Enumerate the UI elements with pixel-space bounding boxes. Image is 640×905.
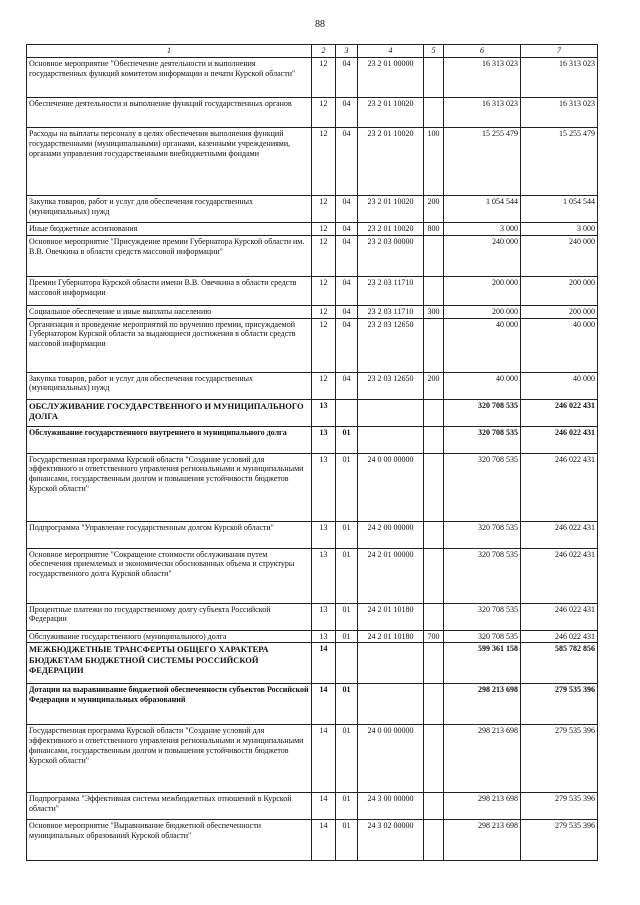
table-row [27, 725, 598, 793]
row-amount-year2-cell: 16 313 023 [521, 58, 598, 98]
row-target-article-cell [358, 399, 424, 426]
table-row [27, 399, 598, 426]
row-subsection-cell [336, 643, 358, 684]
row-amount-year1-cell: 599 361 158 [444, 643, 521, 684]
row-expense-type-cell [424, 98, 444, 128]
row-subsection-cell: 01 [336, 630, 358, 643]
row-name-cell: Социальное обеспечение и иные выплаты населению [27, 305, 312, 318]
row-target-article-cell [358, 426, 424, 453]
row-amount-year2-cell: 279 535 396 [521, 725, 598, 793]
table-row [27, 196, 598, 223]
row-subsection-cell: 01 [336, 521, 358, 548]
row-amount-year2-cell: 240 000 [521, 235, 598, 276]
row-target-article-cell: 23 2 01 10020 [358, 98, 424, 128]
row-amount-year1-cell: 298 213 698 [444, 725, 521, 793]
row-expense-type-cell [424, 684, 444, 725]
row-target-article-cell: 24 2 01 10180 [358, 603, 424, 630]
row-name-cell: Обеспечение деятельности и выполнение функций государственных органов [27, 98, 312, 128]
row-name-cell: Премии Губернатора Курской области имени В.В. Овечкина в области средств массовой информации [27, 276, 312, 305]
row-section-cell: 12 [312, 223, 336, 236]
row-name-cell: Государственная программа Курской области "Создание условий для эффективного и ответственного управления региональными и муниципальными финансами, государственным долгом и повышения устойчивости бюджетов Курской области" [27, 725, 312, 793]
row-amount-year2-cell: 40 000 [521, 318, 598, 372]
header-col-2: 2 [312, 45, 336, 58]
row-name-cell: Закупка товаров, работ и услуг для обеспечения государственных (муниципальных) нужд [27, 372, 312, 399]
row-section-cell: 13 [312, 453, 336, 521]
row-name-cell: МЕЖБЮДЖЕТНЫЕ ТРАНСФЕРТЫ ОБЩЕГО ХАРАКТЕРА БЮДЖЕТАМ БЮДЖЕТНОЙ СИСТЕМЫ РОССИЙСКОЙ ФЕДЕРАЦИИ [27, 643, 312, 684]
row-section-cell: 14 [312, 725, 336, 793]
row-name-cell: Обслуживание государственного (муниципального) долга [27, 630, 312, 643]
table-row [27, 305, 598, 318]
table-row [27, 684, 598, 725]
row-amount-year1-cell: 16 313 023 [444, 58, 521, 98]
row-expense-type-cell [424, 793, 444, 820]
row-subsection-cell: 04 [336, 196, 358, 223]
table-row [27, 453, 598, 521]
row-target-article-cell: 23 2 01 10020 [358, 128, 424, 196]
row-expense-type-cell [424, 426, 444, 453]
row-amount-year2-cell: 246 022 431 [521, 548, 598, 603]
row-expense-type-cell [424, 725, 444, 793]
row-amount-year1-cell: 320 708 535 [444, 399, 521, 426]
row-name-cell: ОБСЛУЖИВАНИЕ ГОСУДАРСТВЕННОГО И МУНИЦИПАЛЬНОГО ДОЛГА [27, 399, 312, 426]
row-name-cell: Основное мероприятие "Выравнивание бюджетной обеспеченности муниципальных образований Курской области" [27, 820, 312, 861]
row-amount-year1-cell: 200 000 [444, 305, 521, 318]
row-name-cell: Закупка товаров, работ и услуг для обеспечения государственных (муниципальных) нужд [27, 196, 312, 223]
row-name-cell: Дотации на выравнивание бюджетной обеспеченности субъектов Российской Федерации и муниципальных образований [27, 684, 312, 725]
row-amount-year1-cell: 240 000 [444, 235, 521, 276]
header-col-7: 7 [521, 45, 598, 58]
row-section-cell: 14 [312, 643, 336, 684]
row-amount-year2-cell: 1 054 544 [521, 196, 598, 223]
row-amount-year2-cell: 246 022 431 [521, 399, 598, 426]
row-amount-year1-cell: 320 708 535 [444, 603, 521, 630]
row-amount-year2-cell: 279 535 396 [521, 820, 598, 861]
row-amount-year2-cell: 246 022 431 [521, 603, 598, 630]
row-section-cell: 14 [312, 793, 336, 820]
row-amount-year1-cell: 16 313 023 [444, 98, 521, 128]
row-expense-type-cell [424, 276, 444, 305]
row-amount-year1-cell: 40 000 [444, 318, 521, 372]
row-target-article-cell: 23 2 01 00000 [358, 58, 424, 98]
row-subsection-cell: 04 [336, 318, 358, 372]
table-row [27, 630, 598, 643]
row-subsection-cell: 01 [336, 426, 358, 453]
row-amount-year1-cell: 3 000 [444, 223, 521, 236]
row-expense-type-cell [424, 820, 444, 861]
row-expense-type-cell [424, 603, 444, 630]
header-col-4: 4 [358, 45, 424, 58]
row-section-cell: 12 [312, 128, 336, 196]
row-target-article-cell [358, 643, 424, 684]
row-subsection-cell: 04 [336, 235, 358, 276]
row-name-cell: Подпрограмма "Управление государственным долгом Курской области" [27, 521, 312, 548]
table-row [27, 548, 598, 603]
row-target-article-cell: 24 2 01 00000 [358, 548, 424, 603]
row-section-cell: 12 [312, 276, 336, 305]
row-amount-year2-cell: 585 782 856 [521, 643, 598, 684]
row-expense-type-cell: 700 [424, 630, 444, 643]
table-row [27, 58, 598, 98]
table-row [27, 128, 598, 196]
table-row [27, 603, 598, 630]
table-row [27, 793, 598, 820]
header-col-6: 6 [444, 45, 521, 58]
row-name-cell: Основное мероприятие "Обеспечение деятельности и выполнения государственных функций комитетом информации и печати Курской области" [27, 58, 312, 98]
row-name-cell: Подпрограмма "Эффективная система межбюджетных отношений в Курской области" [27, 793, 312, 820]
row-amount-year2-cell: 15 255 479 [521, 128, 598, 196]
table-body [27, 58, 598, 861]
header-col-1: 1 [27, 45, 312, 58]
table-row [27, 820, 598, 861]
budget-table [26, 44, 598, 861]
row-amount-year2-cell: 200 000 [521, 276, 598, 305]
row-name-cell: Организация и проведение мероприятий по вручению премии, присуждаемой Губернатором Курской области за выдающиеся достижения в области средств массовой информации [27, 318, 312, 372]
row-name-cell: Расходы на выплаты персоналу в целях обеспечения выполнения функций государственными (муниципальными) органами, казенными учреждениями, органами управления государственными внебюджетными фондами [27, 128, 312, 196]
row-section-cell: 13 [312, 426, 336, 453]
row-amount-year1-cell: 298 213 698 [444, 793, 521, 820]
row-subsection-cell: 01 [336, 603, 358, 630]
row-name-cell: Процентные платежи по государственному долгу субъекта Российской Федерации [27, 603, 312, 630]
row-amount-year1-cell: 320 708 535 [444, 548, 521, 603]
header-row [27, 45, 598, 58]
row-subsection-cell: 01 [336, 548, 358, 603]
row-amount-year1-cell: 1 054 544 [444, 196, 521, 223]
row-section-cell: 13 [312, 603, 336, 630]
row-expense-type-cell [424, 453, 444, 521]
row-expense-type-cell: 100 [424, 128, 444, 196]
row-section-cell: 12 [312, 235, 336, 276]
row-target-article-cell: 23 2 03 11710 [358, 276, 424, 305]
row-section-cell: 12 [312, 98, 336, 128]
row-amount-year1-cell: 15 255 479 [444, 128, 521, 196]
row-expense-type-cell: 200 [424, 196, 444, 223]
row-amount-year2-cell: 246 022 431 [521, 630, 598, 643]
row-expense-type-cell [424, 318, 444, 372]
row-section-cell: 13 [312, 630, 336, 643]
row-target-article-cell: 24 3 00 00000 [358, 793, 424, 820]
row-target-article-cell: 24 3 02 00000 [358, 820, 424, 861]
row-section-cell: 14 [312, 820, 336, 861]
row-name-cell: Государственная программа Курской области "Создание условий для эффективного и ответственного управления региональными и муниципальными финансами, государственным долгом и повышения устойчивости бюджетов Курской области" [27, 453, 312, 521]
row-amount-year1-cell: 320 708 535 [444, 426, 521, 453]
row-section-cell: 12 [312, 58, 336, 98]
row-amount-year1-cell: 320 708 535 [444, 453, 521, 521]
row-amount-year2-cell: 246 022 431 [521, 521, 598, 548]
row-amount-year1-cell: 298 213 698 [444, 820, 521, 861]
table-row [27, 318, 598, 372]
row-amount-year2-cell: 40 000 [521, 372, 598, 399]
row-target-article-cell [358, 684, 424, 725]
row-amount-year1-cell: 200 000 [444, 276, 521, 305]
row-target-article-cell: 23 2 03 00000 [358, 235, 424, 276]
row-expense-type-cell [424, 521, 444, 548]
row-amount-year1-cell: 298 213 698 [444, 684, 521, 725]
row-target-article-cell: 23 2 03 12650 [358, 372, 424, 399]
row-amount-year2-cell: 279 535 396 [521, 793, 598, 820]
row-amount-year1-cell: 40 000 [444, 372, 521, 399]
row-subsection-cell: 01 [336, 793, 358, 820]
row-subsection-cell: 04 [336, 128, 358, 196]
row-target-article-cell: 23 2 01 10020 [358, 223, 424, 236]
row-subsection-cell: 01 [336, 725, 358, 793]
row-expense-type-cell: 800 [424, 223, 444, 236]
row-amount-year1-cell: 320 708 535 [444, 521, 521, 548]
row-target-article-cell: 23 2 01 10020 [358, 196, 424, 223]
row-expense-type-cell [424, 548, 444, 603]
row-section-cell: 12 [312, 318, 336, 372]
row-subsection-cell: 04 [336, 223, 358, 236]
row-target-article-cell: 23 2 03 12650 [358, 318, 424, 372]
table-row [27, 426, 598, 453]
row-amount-year2-cell: 246 022 431 [521, 453, 598, 521]
row-amount-year2-cell: 16 313 023 [521, 98, 598, 128]
row-name-cell: Основное мероприятие "Присуждение премии Губернатора Курской области им. В.В. Овечкина в области средств массовой информации" [27, 235, 312, 276]
row-subsection-cell: 01 [336, 684, 358, 725]
row-subsection-cell [336, 399, 358, 426]
row-name-cell: Иные бюджетные ассигнования [27, 223, 312, 236]
row-target-article-cell: 23 2 03 11710 [358, 305, 424, 318]
row-expense-type-cell: 300 [424, 305, 444, 318]
row-subsection-cell: 04 [336, 98, 358, 128]
row-target-article-cell: 24 2 01 10180 [358, 630, 424, 643]
row-expense-type-cell [424, 235, 444, 276]
page-number: 88 [315, 19, 325, 30]
table-row [27, 223, 598, 236]
row-section-cell: 12 [312, 196, 336, 223]
row-subsection-cell: 04 [336, 305, 358, 318]
row-amount-year1-cell: 320 708 535 [444, 630, 521, 643]
row-target-article-cell: 24 0 00 00000 [358, 725, 424, 793]
row-subsection-cell: 04 [336, 372, 358, 399]
table-row [27, 643, 598, 684]
row-subsection-cell: 01 [336, 820, 358, 861]
row-expense-type-cell [424, 58, 444, 98]
header-col-5: 5 [424, 45, 444, 58]
table-row [27, 98, 598, 128]
row-expense-type-cell [424, 399, 444, 426]
row-section-cell: 13 [312, 521, 336, 548]
row-section-cell: 12 [312, 372, 336, 399]
row-name-cell: Основное мероприятие "Сокращение стоимости обслуживания путем обеспечения приемлемых и экономически обоснованных объема и структуры государственного долга Курской области" [27, 548, 312, 603]
row-section-cell: 12 [312, 305, 336, 318]
row-subsection-cell: 01 [336, 453, 358, 521]
table-row [27, 521, 598, 548]
table-row [27, 235, 598, 276]
row-expense-type-cell: 200 [424, 372, 444, 399]
row-target-article-cell: 24 2 00 00000 [358, 521, 424, 548]
row-amount-year2-cell: 279 535 396 [521, 684, 598, 725]
row-section-cell: 13 [312, 399, 336, 426]
table-row [27, 276, 598, 305]
row-subsection-cell: 04 [336, 276, 358, 305]
row-section-cell: 14 [312, 684, 336, 725]
row-subsection-cell: 04 [336, 58, 358, 98]
table-row [27, 372, 598, 399]
row-amount-year2-cell: 3 000 [521, 223, 598, 236]
row-name-cell: Обслуживание государственного внутреннего и муниципального долга [27, 426, 312, 453]
row-amount-year2-cell: 200 000 [521, 305, 598, 318]
row-expense-type-cell [424, 643, 444, 684]
header-col-3: 3 [336, 45, 358, 58]
row-amount-year2-cell: 246 022 431 [521, 426, 598, 453]
row-section-cell: 13 [312, 548, 336, 603]
row-target-article-cell: 24 0 00 00000 [358, 453, 424, 521]
